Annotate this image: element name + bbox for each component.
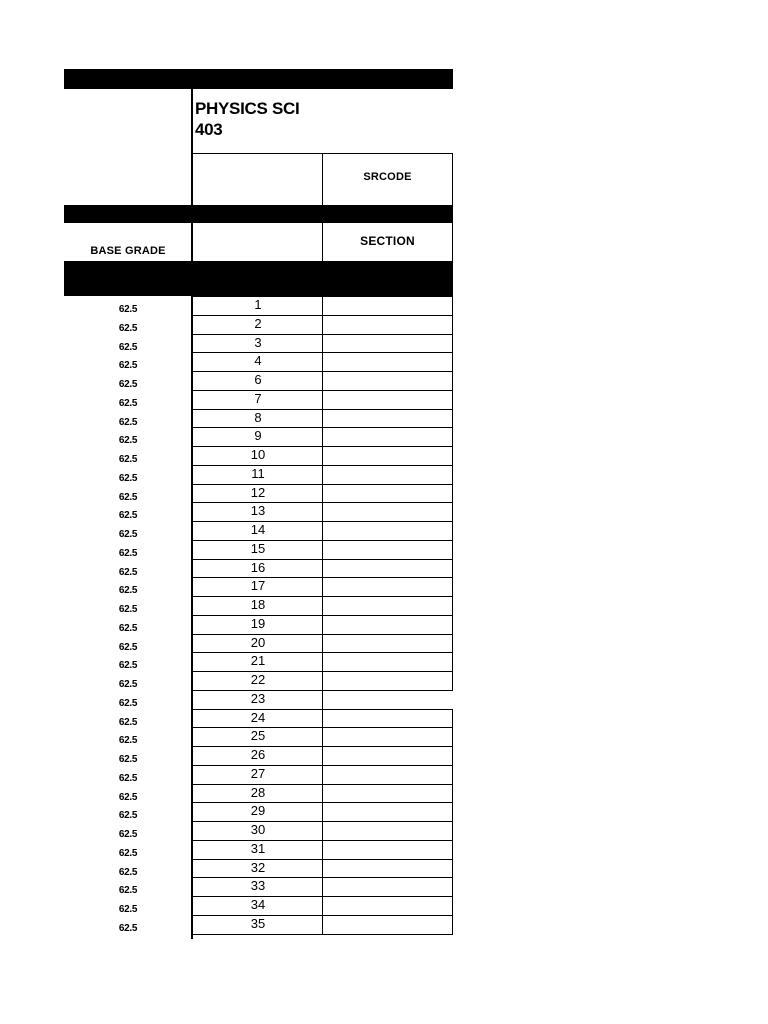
row-number: 1 bbox=[254, 297, 262, 312]
row-number: 18 bbox=[250, 597, 266, 612]
sheet-title bbox=[195, 98, 299, 140]
base-grade-cell: 62.5 bbox=[118, 304, 138, 315]
base-grade-cell: 62.5 bbox=[118, 810, 138, 822]
srcode-cell[interactable] bbox=[322, 765, 453, 785]
header-bar-top bbox=[64, 69, 453, 89]
srcode-cell[interactable] bbox=[322, 371, 453, 391]
base-grade-cell: 62.5 bbox=[118, 622, 138, 634]
section-header: SECTION bbox=[360, 234, 415, 248]
srcode-cell[interactable] bbox=[322, 784, 453, 804]
base-grade-cell: 62.5 bbox=[118, 360, 138, 372]
srcode-cell[interactable] bbox=[322, 615, 453, 635]
base-grade-cell: 62.5 bbox=[118, 435, 138, 447]
srcode-cell[interactable] bbox=[322, 315, 453, 335]
row-number: 9 bbox=[254, 428, 262, 444]
row-number: 13 bbox=[250, 503, 266, 519]
base-grade-header: BASE GRADE bbox=[90, 245, 166, 257]
header-right-border-2 bbox=[452, 223, 453, 261]
base-grade-cell: 62.5 bbox=[118, 454, 138, 465]
base-grade-cell: 62.5 bbox=[118, 885, 138, 897]
row-number: 17 bbox=[250, 578, 266, 594]
row-number: 29 bbox=[250, 803, 266, 819]
header-bar-middle bbox=[64, 205, 453, 223]
base-grade-cell: 62.5 bbox=[118, 866, 138, 878]
srcode-cell[interactable] bbox=[322, 877, 453, 897]
base-grade-cell: 62.5 bbox=[118, 735, 138, 747]
srcode-cell[interactable] bbox=[322, 652, 453, 672]
row-number: 11 bbox=[251, 465, 265, 481]
base-grade-cell: 62.5 bbox=[118, 791, 138, 803]
base-grade-cell: 62.5 bbox=[118, 547, 138, 559]
row-number: 4 bbox=[254, 353, 262, 369]
base-grade-cell: 62.5 bbox=[118, 754, 138, 765]
sheet-title-line1: PHYSICS SCI bbox=[195, 99, 300, 118]
srcode-cell[interactable] bbox=[322, 709, 453, 729]
srcode-cell[interactable] bbox=[322, 427, 453, 447]
srcode-cell[interactable] bbox=[322, 840, 453, 860]
base-grade-cell: 62.5 bbox=[118, 472, 138, 484]
row-number: 10 bbox=[250, 447, 266, 462]
base-grade-cell: 62.5 bbox=[118, 585, 138, 597]
srcode-cell[interactable] bbox=[322, 502, 453, 522]
srcode-cell[interactable] bbox=[322, 690, 453, 710]
row-number: 24 bbox=[250, 709, 266, 725]
srcode-cell[interactable] bbox=[322, 596, 453, 616]
base-grade-cell: 62.5 bbox=[118, 491, 138, 503]
row-number: 22 bbox=[250, 672, 266, 687]
srcode-cell[interactable] bbox=[322, 465, 453, 485]
sheet-title-line2: 403 bbox=[195, 120, 223, 139]
base-grade-cell: 62.5 bbox=[118, 529, 138, 540]
row-number: 31 bbox=[250, 840, 266, 856]
row-number: 14 bbox=[250, 522, 266, 537]
srcode-cell[interactable] bbox=[322, 446, 453, 466]
base-grade-cell: 62.5 bbox=[118, 847, 138, 859]
srcode-cell[interactable] bbox=[322, 802, 453, 822]
row-number: 7 bbox=[254, 390, 262, 406]
base-grade-cell: 62.5 bbox=[118, 922, 138, 934]
srcode-cell[interactable] bbox=[322, 296, 453, 316]
row-number: 30 bbox=[250, 822, 266, 837]
base-grade-cell: 62.5 bbox=[118, 341, 138, 353]
header-right-border-1 bbox=[452, 153, 453, 205]
row-number: 8 bbox=[254, 409, 262, 425]
base-grade-cell: 62.5 bbox=[118, 604, 138, 615]
base-grade-cell: 62.5 bbox=[118, 322, 138, 334]
base-grade-cell: 62.5 bbox=[118, 397, 138, 409]
srcode-cell[interactable] bbox=[322, 484, 453, 504]
srcode-cell[interactable] bbox=[322, 521, 453, 541]
base-grade-cell: 62.5 bbox=[118, 660, 138, 672]
row-number: 6 bbox=[254, 372, 262, 387]
srcode-cell[interactable] bbox=[322, 559, 453, 579]
header-left-border bbox=[191, 89, 193, 205]
srcode-cell[interactable] bbox=[322, 671, 453, 691]
row-number: 15 bbox=[250, 540, 266, 556]
base-grade-cell: 62.5 bbox=[118, 904, 138, 915]
srcode-cell[interactable] bbox=[322, 746, 453, 766]
row-number: 32 bbox=[250, 859, 266, 875]
row-number: 23 bbox=[250, 690, 266, 706]
base-grade-cell: 62.5 bbox=[118, 697, 138, 709]
header-bar-bottom bbox=[64, 261, 453, 296]
srcode-cell[interactable] bbox=[322, 727, 453, 747]
base-grade-cell: 62.5 bbox=[118, 829, 138, 840]
row-number: 12 bbox=[250, 484, 266, 500]
srcode-cell[interactable] bbox=[322, 390, 453, 410]
row-number: 3 bbox=[254, 334, 262, 350]
row-number: 26 bbox=[250, 747, 266, 762]
base-grade-cell: 62.5 bbox=[118, 510, 138, 522]
row-number: 33 bbox=[250, 878, 266, 894]
row-number: 34 bbox=[250, 897, 266, 912]
srcode-cell[interactable] bbox=[322, 540, 453, 560]
base-grade-cell: 62.5 bbox=[118, 566, 138, 578]
row-number: 35 bbox=[250, 915, 266, 931]
srcode-header: SRCODE bbox=[363, 171, 412, 183]
base-grade-cell: 62.5 bbox=[118, 679, 138, 690]
srcode-cell[interactable] bbox=[322, 334, 453, 354]
row-number: 16 bbox=[250, 559, 266, 575]
row-number: 21 bbox=[250, 653, 266, 669]
base-grade-cell: 62.5 bbox=[118, 716, 138, 728]
base-grade-cell: 62.5 bbox=[118, 772, 138, 784]
srcode-cell[interactable] bbox=[322, 409, 453, 429]
row-number: 19 bbox=[250, 615, 266, 631]
row-number: 25 bbox=[250, 728, 266, 744]
srcode-cell[interactable] bbox=[322, 352, 453, 372]
srcode-cell[interactable] bbox=[322, 859, 453, 879]
srcode-cell[interactable] bbox=[322, 915, 453, 935]
base-grade-cell: 62.5 bbox=[118, 379, 138, 390]
srcode-cell[interactable] bbox=[322, 821, 453, 841]
srcode-cell[interactable] bbox=[322, 634, 453, 654]
base-grade-cell: 62.5 bbox=[118, 416, 138, 428]
base-grade-cell: 62.5 bbox=[118, 641, 138, 653]
row-number: 20 bbox=[250, 634, 266, 650]
row-number: 28 bbox=[250, 784, 266, 800]
srcode-cell[interactable] bbox=[322, 577, 453, 597]
srcode-cell[interactable] bbox=[322, 896, 453, 916]
row-number: 27 bbox=[250, 765, 266, 781]
row-number: 2 bbox=[254, 315, 262, 331]
